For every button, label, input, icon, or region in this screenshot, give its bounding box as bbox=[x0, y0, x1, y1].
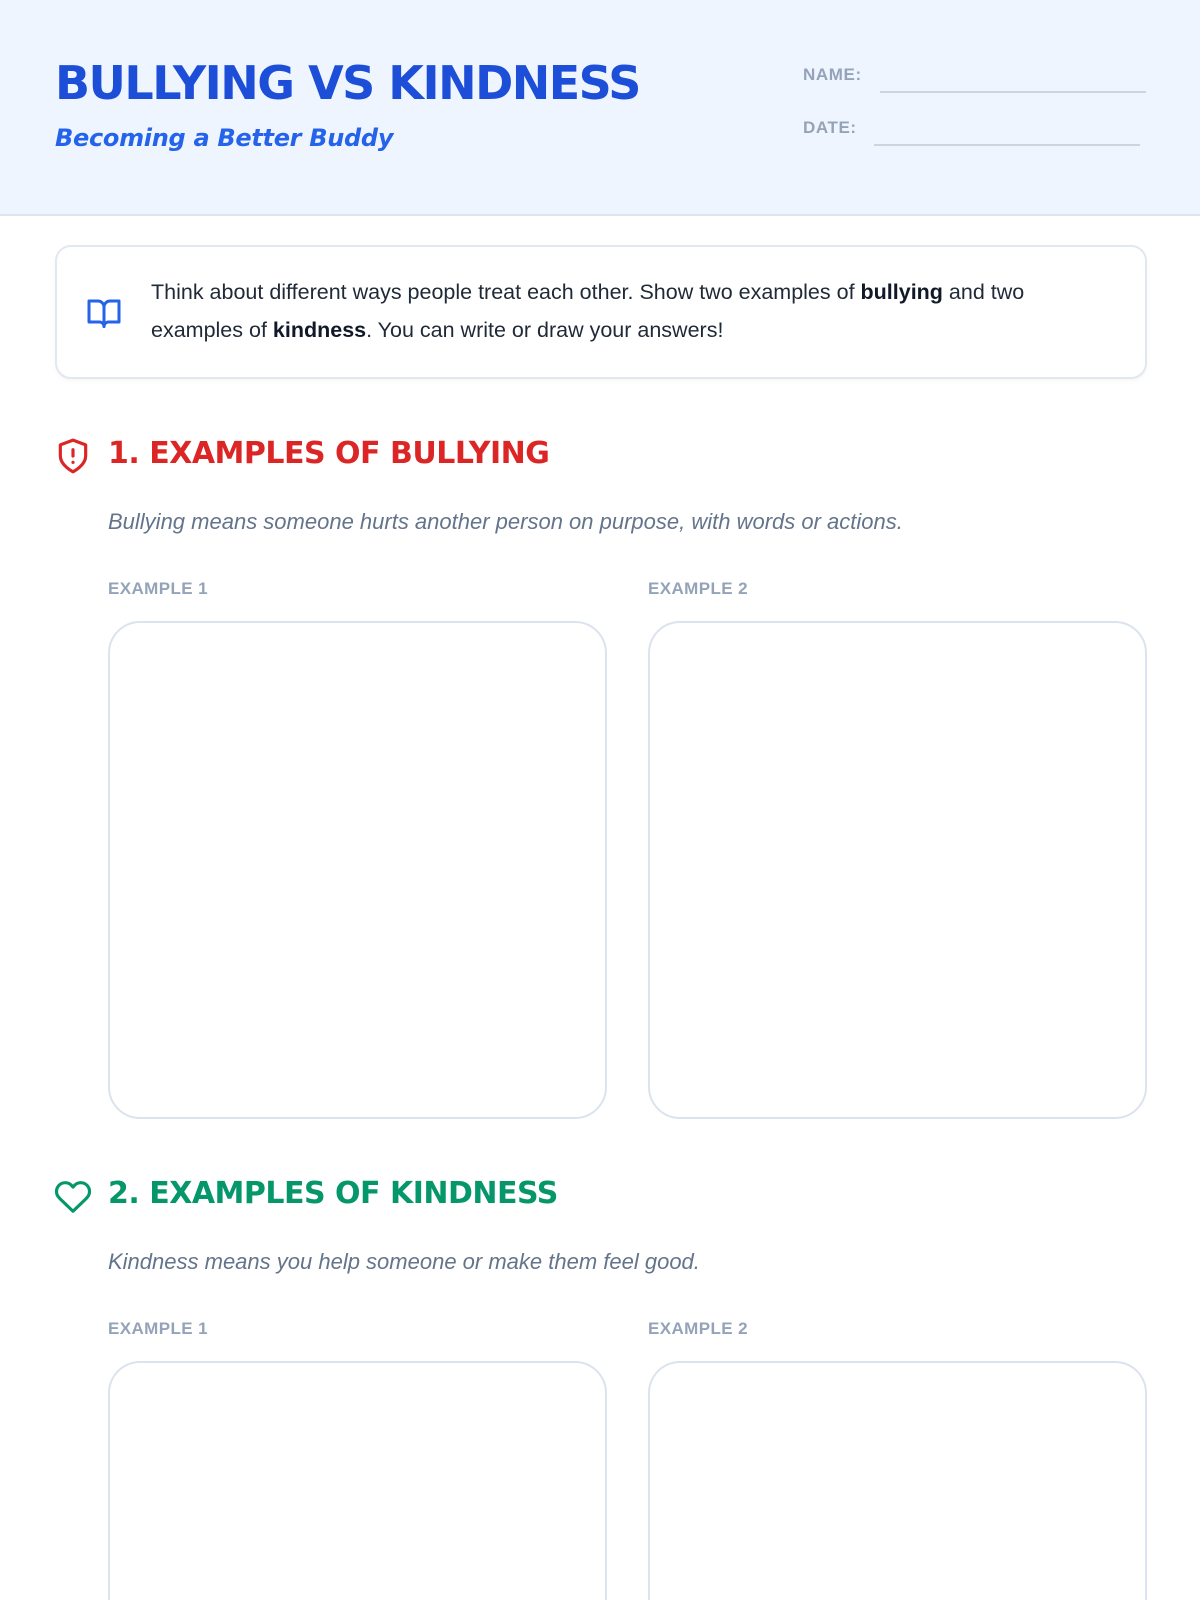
bullying-description: Bullying means someone hurts another person on purpose, with words or actions. bbox=[108, 509, 903, 534]
page-subtitle: Becoming a Better Buddy bbox=[55, 124, 394, 152]
shield-alert-icon bbox=[54, 437, 92, 475]
bullying-example-1-label: EXAMPLE 1 bbox=[108, 579, 208, 598]
bullying-example-1-box[interactable] bbox=[108, 621, 607, 1119]
kindness-keyword: kindness bbox=[272, 318, 367, 342]
kindness-section-title: 2. EXAMPLES OF KINDNESS bbox=[108, 1176, 558, 1211]
kindness-example-2-label: EXAMPLE 2 bbox=[648, 1319, 748, 1338]
bullying-section-title: 1. EXAMPLES OF BULLYING bbox=[108, 436, 550, 471]
worksheet-header bbox=[0, 0, 1200, 216]
bullying-example-2-label: EXAMPLE 2 bbox=[648, 579, 748, 598]
book-open-icon bbox=[85, 295, 123, 331]
heart-icon bbox=[54, 1178, 92, 1216]
bullying-keyword: bullying bbox=[860, 280, 943, 304]
date-label: DATE: bbox=[803, 118, 857, 137]
name-label: NAME: bbox=[803, 65, 862, 84]
name-field[interactable] bbox=[880, 91, 1146, 93]
kindness-example-1-label: EXAMPLE 1 bbox=[108, 1319, 208, 1338]
kindness-example-1-box[interactable] bbox=[108, 1361, 607, 1600]
kindness-example-2-box[interactable] bbox=[648, 1361, 1147, 1600]
page-title: BULLYING VS KINDNESS bbox=[55, 56, 640, 110]
date-field[interactable] bbox=[874, 144, 1140, 146]
instructions-text: Think about different ways people treat each other. Show two examples of bullying and two examples of kindness. You can write or draw your answers! bbox=[151, 280, 1025, 342]
instructions-box bbox=[55, 245, 1147, 379]
bullying-example-2-box[interactable] bbox=[648, 621, 1147, 1119]
kindness-description: Kindness means you help someone or make them feel good. bbox=[108, 1249, 700, 1274]
